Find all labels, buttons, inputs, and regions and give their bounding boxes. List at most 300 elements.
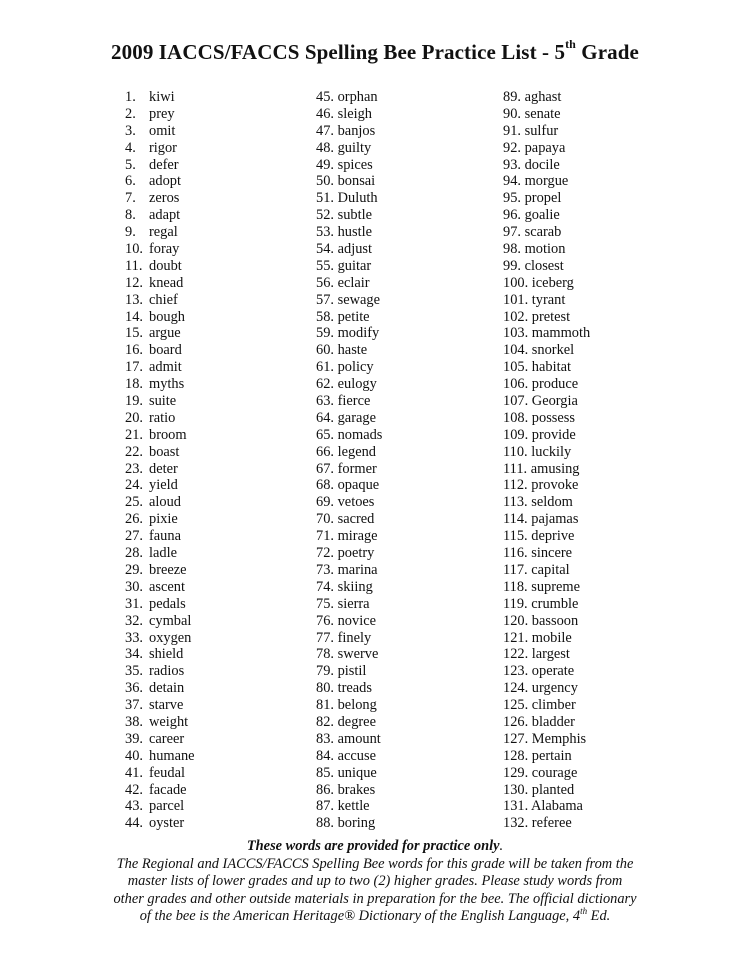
word-text: former — [337, 460, 377, 477]
word-number: 126. — [503, 713, 529, 730]
word-item — [125, 782, 195, 799]
word-item — [125, 528, 195, 545]
word-text: iceberg — [531, 274, 574, 291]
word-text: pedals — [149, 595, 186, 612]
word-text: aloud — [149, 494, 181, 511]
word-text: poetry — [337, 545, 375, 562]
word-number: 108. — [503, 409, 529, 426]
word-text: tyrant — [531, 291, 566, 308]
word-text: urgency — [531, 680, 578, 697]
word-number: 8. — [125, 207, 136, 224]
word-number: 64. — [316, 409, 334, 426]
word-number: 131. — [503, 798, 529, 815]
word-number: 12. — [125, 274, 143, 291]
word-text: belong — [337, 697, 377, 714]
word-number: 26. — [125, 511, 143, 528]
word-item — [503, 630, 590, 647]
word-item — [316, 275, 382, 292]
word-item — [503, 410, 590, 427]
word-number: 22. — [125, 443, 143, 460]
word-item — [125, 680, 195, 697]
word-number: 30. — [125, 578, 143, 595]
word-item — [125, 410, 195, 427]
word-text: zeros — [149, 190, 180, 207]
word-text: amount — [337, 730, 381, 747]
word-number: 107. — [503, 393, 529, 410]
word-number: 88. — [316, 815, 334, 832]
word-number: 50. — [316, 173, 334, 190]
word-number: 111. — [503, 460, 528, 477]
word-number: 63. — [316, 393, 334, 410]
word-item — [316, 292, 382, 309]
word-text: papaya — [524, 139, 566, 156]
word-number: 70. — [316, 511, 334, 528]
title-end: Grade — [575, 40, 639, 64]
word-item — [316, 579, 382, 596]
word-text: courage — [531, 764, 578, 781]
word-text: Duluth — [337, 190, 378, 207]
word-item — [316, 157, 382, 174]
word-number: 123. — [503, 663, 529, 680]
word-number: 67. — [316, 460, 334, 477]
word-text: opaque — [337, 477, 380, 494]
word-number: 77. — [316, 629, 334, 646]
word-item — [125, 325, 195, 342]
word-number: 121. — [503, 629, 529, 646]
word-item — [503, 477, 590, 494]
word-column-1 — [125, 89, 195, 832]
word-text: bonsai — [337, 173, 376, 190]
word-number: 109. — [503, 426, 529, 443]
word-item — [125, 613, 195, 630]
word-text: radios — [149, 663, 185, 680]
word-item — [125, 511, 195, 528]
word-text: adjust — [337, 241, 372, 258]
word-item — [316, 477, 382, 494]
word-item — [316, 646, 382, 663]
word-item — [125, 444, 195, 461]
word-text: knead — [149, 274, 184, 291]
word-text: operate — [531, 663, 575, 680]
footer-lead-line — [0, 838, 750, 856]
word-item — [503, 782, 590, 799]
word-number: 42. — [125, 781, 143, 798]
word-text: regal — [149, 224, 178, 241]
word-text: suite — [149, 393, 177, 410]
word-number: 100. — [503, 274, 529, 291]
footer-note — [0, 838, 750, 926]
word-number: 78. — [316, 646, 334, 663]
word-item — [316, 444, 382, 461]
word-item — [316, 123, 382, 140]
word-text: finely — [337, 629, 372, 646]
word-text: snorkel — [531, 342, 575, 359]
word-text: bassoon — [531, 612, 579, 629]
word-item — [316, 494, 382, 511]
word-text: largest — [531, 646, 570, 663]
word-number: 21. — [125, 426, 143, 443]
word-text: mirage — [337, 528, 378, 545]
word-text: sierra — [337, 595, 370, 612]
word-number: 61. — [316, 359, 334, 376]
word-number: 114. — [503, 511, 528, 528]
word-number: 19. — [125, 393, 143, 410]
word-item — [316, 562, 382, 579]
word-item — [125, 697, 195, 714]
word-number: 4. — [125, 139, 136, 156]
word-item — [503, 325, 590, 342]
word-item — [503, 613, 590, 630]
title-main: 2009 IACCS/FACCS Spelling Bee Practice List - 5 — [111, 40, 566, 64]
word-item — [125, 731, 195, 748]
word-text: guilty — [337, 139, 372, 156]
word-number: 71. — [316, 528, 334, 545]
word-text: pertain — [531, 747, 572, 764]
word-item — [503, 562, 590, 579]
word-number: 105. — [503, 359, 529, 376]
word-text: sincere — [531, 545, 573, 562]
word-text: board — [149, 342, 182, 359]
word-text: produce — [531, 376, 579, 393]
word-item — [503, 798, 590, 815]
word-text: pixie — [149, 511, 178, 528]
word-item — [503, 646, 590, 663]
word-number: 129. — [503, 764, 529, 781]
word-item — [125, 342, 195, 359]
word-text: aghast — [524, 89, 562, 105]
word-item — [316, 798, 382, 815]
word-number: 104. — [503, 342, 529, 359]
word-number: 68. — [316, 477, 334, 494]
word-number: 115. — [503, 528, 528, 545]
word-item — [503, 444, 590, 461]
word-number: 56. — [316, 274, 334, 291]
word-number: 31. — [125, 595, 143, 612]
word-number: 80. — [316, 680, 334, 697]
word-text: hustle — [337, 224, 372, 241]
word-number: 75. — [316, 595, 334, 612]
word-item — [503, 765, 590, 782]
word-number: 11. — [125, 257, 143, 274]
word-item — [125, 646, 195, 663]
word-item — [316, 596, 382, 613]
word-text: chief — [149, 291, 178, 308]
word-text: shield — [149, 646, 184, 663]
word-item — [125, 309, 195, 326]
word-number: 18. — [125, 376, 143, 393]
word-item — [503, 663, 590, 680]
word-text: sacred — [337, 511, 375, 528]
word-text: morgue — [524, 173, 569, 190]
word-item — [125, 190, 195, 207]
word-text: subtle — [337, 207, 372, 224]
word-number: 87. — [316, 798, 334, 815]
footer-line-2: master lists of lower grades and up to two (2) higher grades. Please study words from — [127, 873, 623, 889]
word-item — [503, 579, 590, 596]
word-number: 29. — [125, 561, 143, 578]
word-item — [125, 292, 195, 309]
word-number: 52. — [316, 207, 334, 224]
word-number: 84. — [316, 747, 334, 764]
word-item — [125, 140, 195, 157]
word-item — [316, 106, 382, 123]
word-number: 39. — [125, 730, 143, 747]
word-text: eclair — [337, 274, 370, 291]
word-item — [316, 511, 382, 528]
footer-line-4 — [0, 908, 750, 926]
word-text: orphan — [337, 89, 378, 105]
word-text: motion — [524, 241, 566, 258]
word-text: adapt — [149, 207, 181, 224]
word-item — [316, 748, 382, 765]
word-text: weight — [149, 713, 189, 730]
word-item — [316, 190, 382, 207]
word-text: starve — [149, 697, 184, 714]
word-item — [503, 342, 590, 359]
word-number: 86. — [316, 781, 334, 798]
word-item — [316, 89, 382, 106]
word-text: mammoth — [531, 325, 591, 342]
footer-line-3: other grades and other outside materials in preparation for the bee. The official dictionary — [113, 890, 637, 907]
word-text: seldom — [531, 494, 573, 511]
word-number: 132. — [503, 815, 529, 832]
word-text: vetoes — [337, 494, 375, 511]
word-item — [125, 815, 195, 832]
word-text: fierce — [337, 393, 371, 410]
word-item — [125, 224, 195, 241]
word-text: novice — [337, 612, 376, 629]
word-item — [503, 596, 590, 613]
word-text: provoke — [531, 477, 579, 494]
footer-lead: These words are provided for practice only — [246, 838, 500, 854]
word-item — [125, 494, 195, 511]
word-text: Alabama — [531, 798, 583, 815]
word-item — [316, 258, 382, 275]
word-number: 130. — [503, 781, 529, 798]
word-column-2 — [316, 89, 382, 832]
word-text: supreme — [531, 578, 581, 595]
word-number: 57. — [316, 291, 334, 308]
word-item — [503, 190, 590, 207]
word-number: 9. — [125, 224, 136, 241]
word-item — [503, 309, 590, 326]
word-text: pistil — [337, 663, 367, 680]
word-item — [316, 173, 382, 190]
word-item — [125, 545, 195, 562]
word-text: adopt — [149, 173, 181, 190]
word-number: 66. — [316, 443, 334, 460]
word-number: 58. — [316, 308, 334, 325]
word-item — [125, 157, 195, 174]
word-number: 79. — [316, 663, 334, 680]
word-text: defer — [149, 156, 179, 173]
word-number: 53. — [316, 224, 334, 241]
word-item — [125, 714, 195, 731]
word-item — [316, 359, 382, 376]
word-item — [125, 241, 195, 258]
word-item — [503, 106, 590, 123]
word-text: omit — [149, 122, 176, 139]
word-text: haste — [337, 342, 368, 359]
word-number: 2. — [125, 105, 136, 122]
word-number: 122. — [503, 646, 529, 663]
word-item — [503, 207, 590, 224]
word-text: Memphis — [531, 730, 587, 747]
word-item — [503, 275, 590, 292]
word-text: provide — [531, 426, 576, 443]
word-number: 96. — [503, 207, 521, 224]
word-item — [316, 697, 382, 714]
word-number: 95. — [503, 190, 521, 207]
word-number: 85. — [316, 764, 334, 781]
word-number: 5. — [125, 156, 136, 173]
word-text: breeze — [149, 561, 187, 578]
word-number: 113. — [503, 494, 528, 511]
word-item — [316, 410, 382, 427]
word-number: 62. — [316, 376, 334, 393]
word-number: 33. — [125, 629, 143, 646]
word-item — [503, 157, 590, 174]
word-text: bladder — [531, 713, 575, 730]
word-number: 117. — [503, 561, 528, 578]
word-text: habitat — [531, 359, 571, 376]
word-text: boring — [337, 815, 376, 832]
footer-lead-end: . — [499, 838, 504, 854]
word-item — [125, 89, 195, 106]
word-item — [125, 579, 195, 596]
word-item — [125, 798, 195, 815]
word-number: 28. — [125, 545, 143, 562]
word-item — [125, 477, 195, 494]
word-number: 55. — [316, 257, 334, 274]
word-number: 106. — [503, 376, 529, 393]
word-number: 76. — [316, 612, 334, 629]
word-text: mobile — [531, 629, 572, 646]
footer-line-1: The Regional and IACCS/FACCS Spelling Bee words for this grade will be taken from the — [116, 855, 634, 872]
word-text: goalie — [524, 207, 560, 224]
word-number: 35. — [125, 663, 143, 680]
word-item — [125, 630, 195, 647]
word-item — [125, 748, 195, 765]
word-number: 23. — [125, 460, 143, 477]
word-text: parcel — [149, 798, 185, 815]
word-item — [125, 376, 195, 393]
word-item — [503, 393, 590, 410]
word-number: 48. — [316, 139, 334, 156]
word-number: 73. — [316, 561, 334, 578]
word-number: 59. — [316, 325, 334, 342]
word-text: docile — [524, 156, 560, 173]
word-text: feudal — [149, 764, 185, 781]
word-item — [316, 140, 382, 157]
word-item — [503, 815, 590, 832]
word-text: brakes — [337, 781, 376, 798]
word-number: 102. — [503, 308, 529, 325]
word-number: 103. — [503, 325, 529, 342]
word-item — [316, 427, 382, 444]
word-number: 7. — [125, 190, 136, 207]
page-title — [0, 37, 750, 65]
word-number: 1. — [125, 89, 136, 105]
word-item — [316, 461, 382, 478]
word-text: pretest — [531, 308, 571, 325]
word-text: referee — [531, 815, 572, 832]
word-number: 25. — [125, 494, 143, 511]
word-text: cymbal — [149, 612, 192, 629]
word-number: 119. — [503, 595, 528, 612]
word-item — [125, 173, 195, 190]
word-number: 6. — [125, 173, 136, 190]
word-number: 40. — [125, 747, 143, 764]
word-number: 99. — [503, 257, 521, 274]
word-number: 37. — [125, 697, 143, 714]
word-number: 17. — [125, 359, 143, 376]
word-text: sulfur — [524, 122, 559, 139]
word-number: 101. — [503, 291, 529, 308]
word-text: petite — [337, 308, 370, 325]
word-item — [316, 376, 382, 393]
word-text: propel — [524, 190, 562, 207]
word-item — [316, 680, 382, 697]
word-item — [316, 731, 382, 748]
word-item — [503, 123, 590, 140]
word-number: 15. — [125, 325, 143, 342]
word-number: 90. — [503, 105, 521, 122]
word-item — [316, 765, 382, 782]
word-number: 32. — [125, 612, 143, 629]
word-item — [503, 680, 590, 697]
word-number: 60. — [316, 342, 334, 359]
word-text: yield — [149, 477, 178, 494]
word-text: spices — [337, 156, 373, 173]
word-item — [503, 731, 590, 748]
word-text: possess — [531, 409, 575, 426]
word-text: deprive — [531, 528, 575, 545]
word-item — [503, 494, 590, 511]
word-text: prey — [149, 105, 175, 122]
word-text: myths — [149, 376, 185, 393]
word-text: sewage — [337, 291, 380, 308]
word-text: crumble — [531, 595, 579, 612]
word-item — [316, 224, 382, 241]
word-item — [503, 511, 590, 528]
word-number: 125. — [503, 697, 529, 714]
word-item — [503, 89, 590, 106]
word-text: senate — [524, 105, 561, 122]
word-text: unique — [337, 764, 377, 781]
word-number: 98. — [503, 241, 521, 258]
word-number: 118. — [503, 578, 528, 595]
word-text: broom — [149, 426, 187, 443]
word-item — [125, 207, 195, 224]
word-item — [316, 342, 382, 359]
footer-line-4-sup: th — [580, 906, 588, 917]
word-text: Georgia — [531, 393, 578, 410]
word-item — [316, 782, 382, 799]
word-text: garage — [337, 409, 376, 426]
word-number: 54. — [316, 241, 334, 258]
word-text: humane — [149, 747, 195, 764]
word-number: 38. — [125, 713, 143, 730]
word-item — [503, 224, 590, 241]
word-text: climber — [531, 697, 576, 714]
word-number: 27. — [125, 528, 143, 545]
word-number: 34. — [125, 646, 143, 663]
word-text: accuse — [337, 747, 376, 764]
word-item — [503, 173, 590, 190]
word-number: 46. — [316, 105, 334, 122]
word-number: 81. — [316, 697, 334, 714]
